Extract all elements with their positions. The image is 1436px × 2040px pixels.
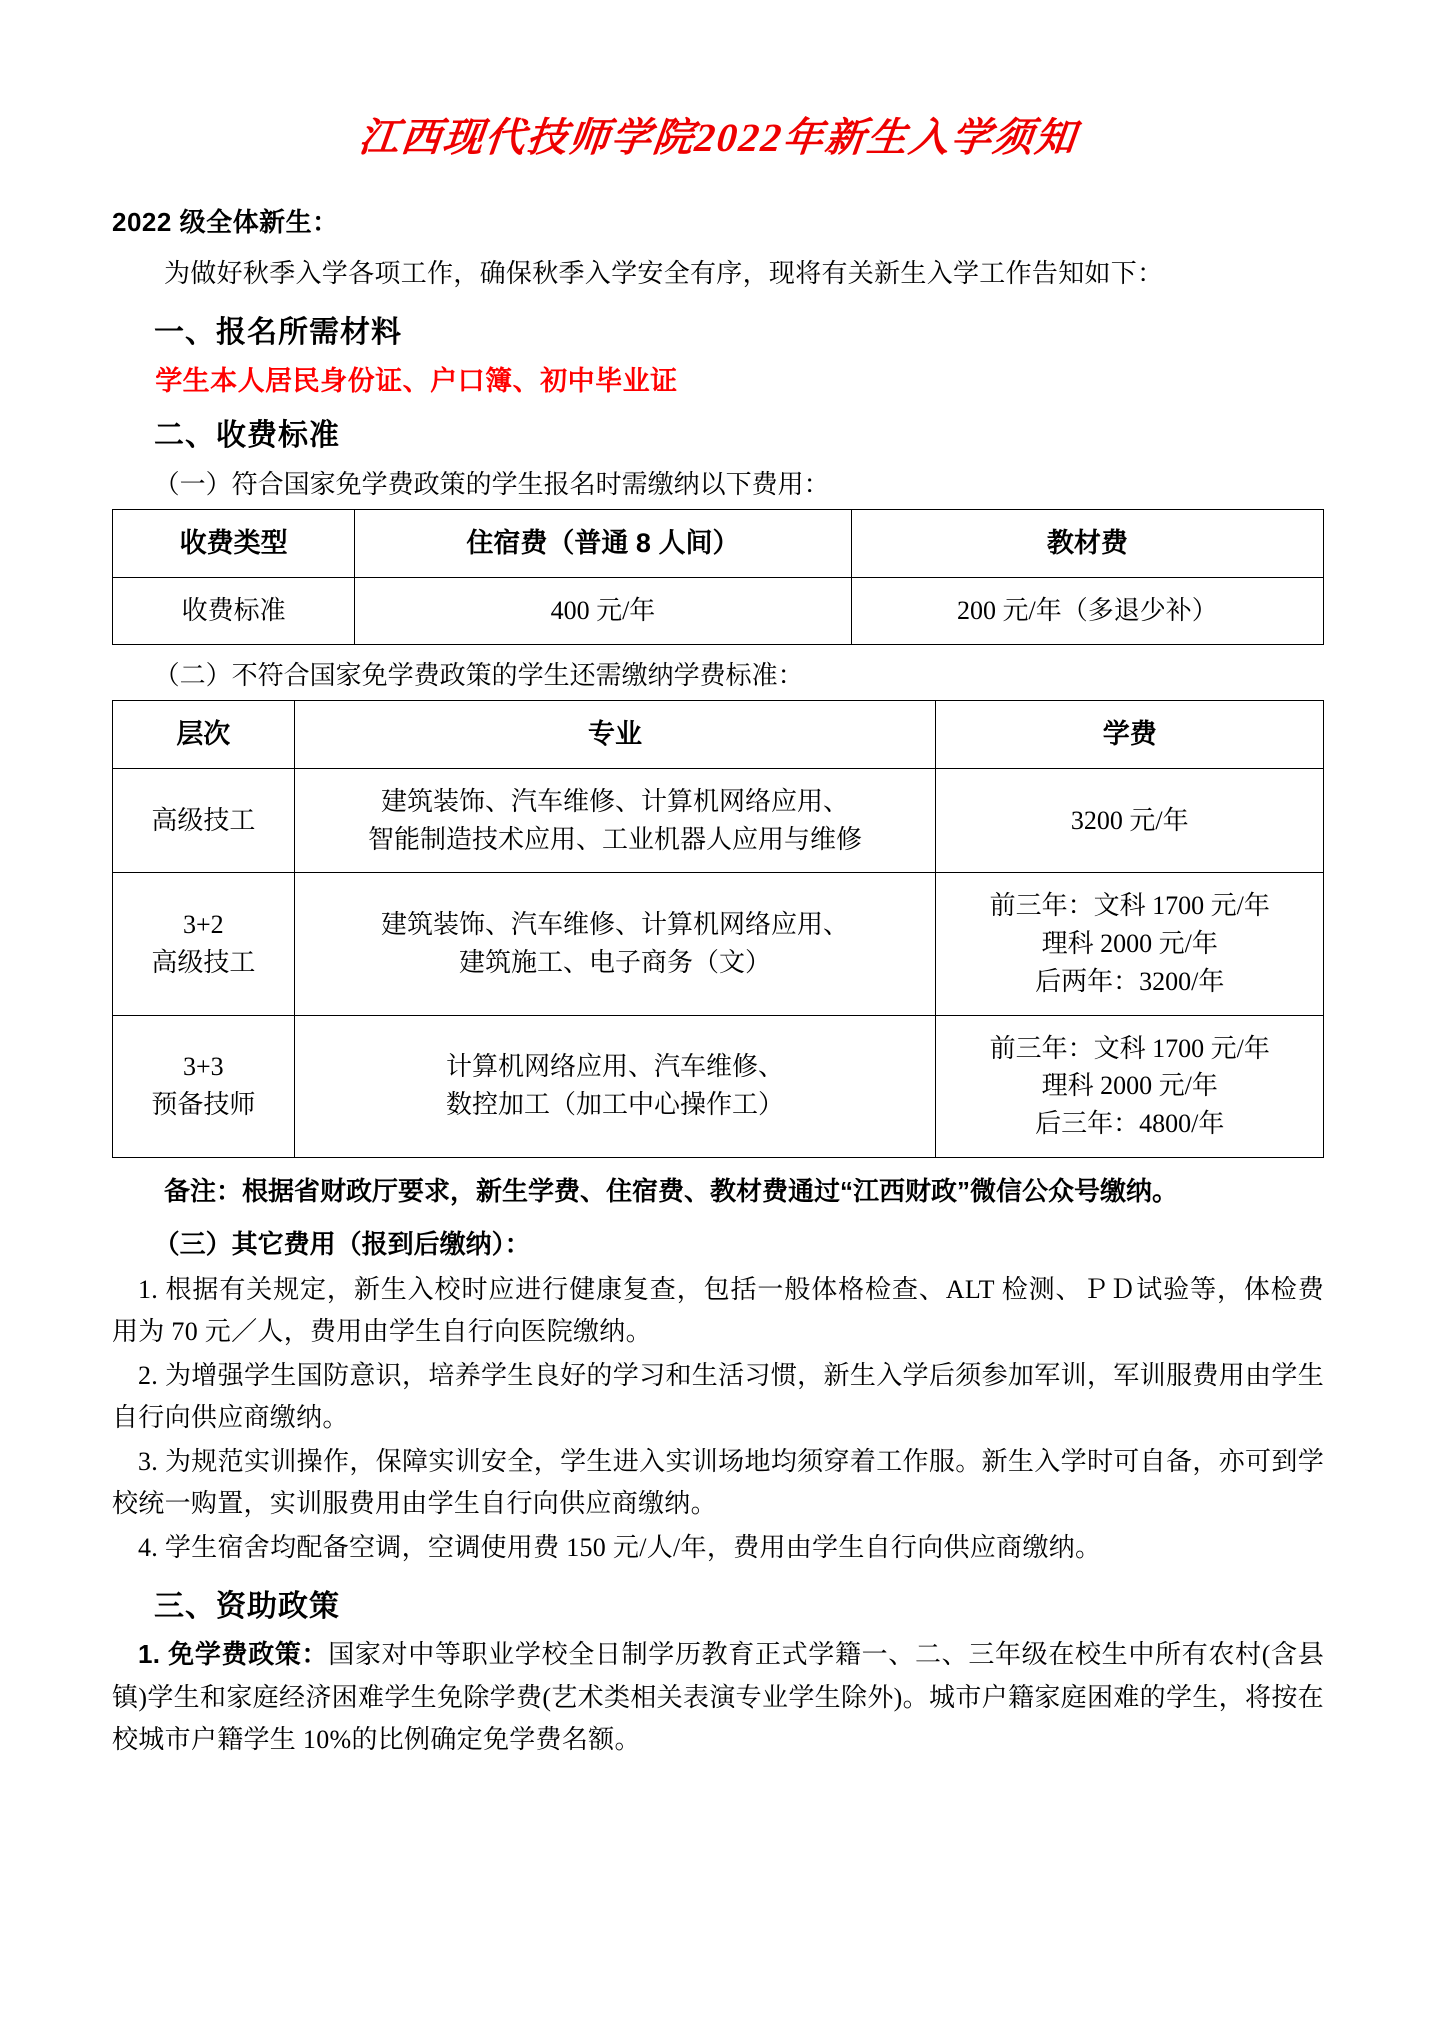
level-line: 3+3	[182, 1052, 224, 1082]
table-row	[113, 700, 1324, 768]
table2-major-2	[294, 1015, 936, 1157]
table2-major-0	[294, 769, 936, 873]
fee-line: 理科 2000 元/年	[1041, 929, 1218, 959]
other-fee-item-3: 3. 为规范实训操作，保障实训安全，学生进入实训场地均须穿着工作服。新生入学时可自备，亦可到学校统一购置，实训服费用由学生自行向供应商缴纳。	[112, 1447, 1324, 1519]
major-line: 数控加工（加工中心操作工）	[446, 1090, 785, 1120]
table2-header-major: 专业	[294, 700, 936, 768]
table-row	[113, 769, 1324, 873]
fee-line: 3200 元/年	[1070, 805, 1189, 835]
intro-paragraph: 为做好秋季入学各项工作，确保秋季入学安全有序，现将有关新生入学工作告知如下：	[164, 259, 1164, 288]
major-line: 建筑装饰、汽车维修、计算机网络应用、	[381, 910, 850, 940]
section-heading-1: 一、报名所需材料	[154, 316, 402, 350]
table2-level-0: 高级技工	[113, 769, 295, 873]
payment-note: 备注：根据省财政厅要求，新生学费、住宿费、教材费通过“江西财政”微信公众号缴纳。	[164, 1175, 1179, 1206]
major-line: 建筑施工、电子商务（文）	[459, 947, 772, 977]
table2-fee-2	[936, 1015, 1324, 1157]
table1-header-type: 收费类型	[113, 510, 355, 578]
fee-line: 理科 2000 元/年	[1041, 1071, 1218, 1101]
table-row	[113, 510, 1324, 578]
other-fee-item-4: 4. 学生宿舍均配备空调，空调使用费 150 元/人/年，费用由学生自行向供应商缴纳。	[138, 1533, 1102, 1563]
subsection-lead-one: （一）符合国家免学费政策的学生报名时需缴纳以下费用：	[153, 470, 830, 500]
section-heading-2: 二、收费标准	[154, 419, 340, 453]
table2-level-2	[113, 1015, 295, 1157]
major-line: 建筑装饰、汽车维修、计算机网络应用、	[381, 787, 850, 817]
table-row	[113, 873, 1324, 1015]
table-row	[113, 578, 1324, 645]
document-title: 江西现代技师学院2022年新生入学须知	[356, 115, 1080, 160]
major-line: 计算机网络应用、汽车维修、	[446, 1052, 785, 1082]
fee-line: 前三年：文科 1700 元/年	[989, 891, 1270, 921]
major-line: 智能制造技术应用、工业机器人应用与维修	[368, 824, 863, 854]
fee-line: 后两年：3200/年	[1035, 966, 1225, 996]
other-fee-item-1: 1. 根据有关规定，新生入校时应进行健康复查，包括一般体格检查、ALT 检测、ＰＤ试验等，体检费用为 70 元／人，费用由学生自行向医院缴纳。	[112, 1274, 1324, 1346]
subsidy-item-1-label: 1. 免学费政策：	[138, 1639, 329, 1670]
table2-level-1	[113, 873, 295, 1015]
section-heading-3: 三、资助政策	[154, 1590, 340, 1624]
table2-header-level: 层次	[113, 700, 295, 768]
fee-line: 后三年：4800/年	[1035, 1108, 1225, 1138]
table2-major-1	[294, 873, 936, 1015]
fee-line: 前三年：文科 1700 元/年	[989, 1033, 1270, 1063]
subsection-lead-two: （二）不符合国家免学费政策的学生还需缴纳学费标准：	[153, 660, 804, 690]
salutation: 2022 级全体新生：	[112, 207, 339, 237]
subsidy-item-1-text: 国家对中等职业学校全日制学历教育正式学籍一、二、三年级在校生中所有农村(含县镇)学生和家庭经济困难学生免除学费(艺术类相关表演专业学生除外)。城市户籍家庭困难的学生，将按在校城市户籍学生 10%的比例确定免学费名额。	[112, 1640, 1325, 1754]
table1-cell-standard-label: 收费标准	[113, 578, 355, 645]
level-line: 预备技师	[151, 1090, 256, 1120]
table2-fee-1	[936, 873, 1324, 1015]
level-line: 3+2	[182, 910, 224, 940]
other-fee-item-2: 2. 为增强学生国防意识，培养学生良好的学习和生活习惯，新生入学后须参加军训，军训服费用由学生自行向供应商缴纳。	[112, 1360, 1324, 1433]
basic-fee-table	[112, 509, 1324, 645]
tuition-table	[112, 700, 1324, 1158]
table-row	[113, 1015, 1324, 1157]
table1-header-dorm-fee: 住宿费（普通 8 人间）	[355, 510, 852, 578]
subsidy-item-1	[112, 1633, 1324, 1760]
required-materials-text: 学生本人居民身份证、户口簿、初中毕业证	[155, 366, 678, 397]
table1-cell-textbook-value: 200 元/年（多退少补）	[851, 578, 1323, 645]
table2-header-tuition: 学费	[936, 700, 1324, 768]
table1-header-textbook-fee: 教材费	[851, 510, 1323, 578]
table2-fee-0	[936, 769, 1324, 873]
table1-cell-dorm-value: 400 元/年	[355, 578, 852, 645]
subsection-lead-three: （三）其它费用（报到后缴纳）：	[153, 1228, 531, 1259]
level-line: 高级技工	[151, 947, 256, 977]
